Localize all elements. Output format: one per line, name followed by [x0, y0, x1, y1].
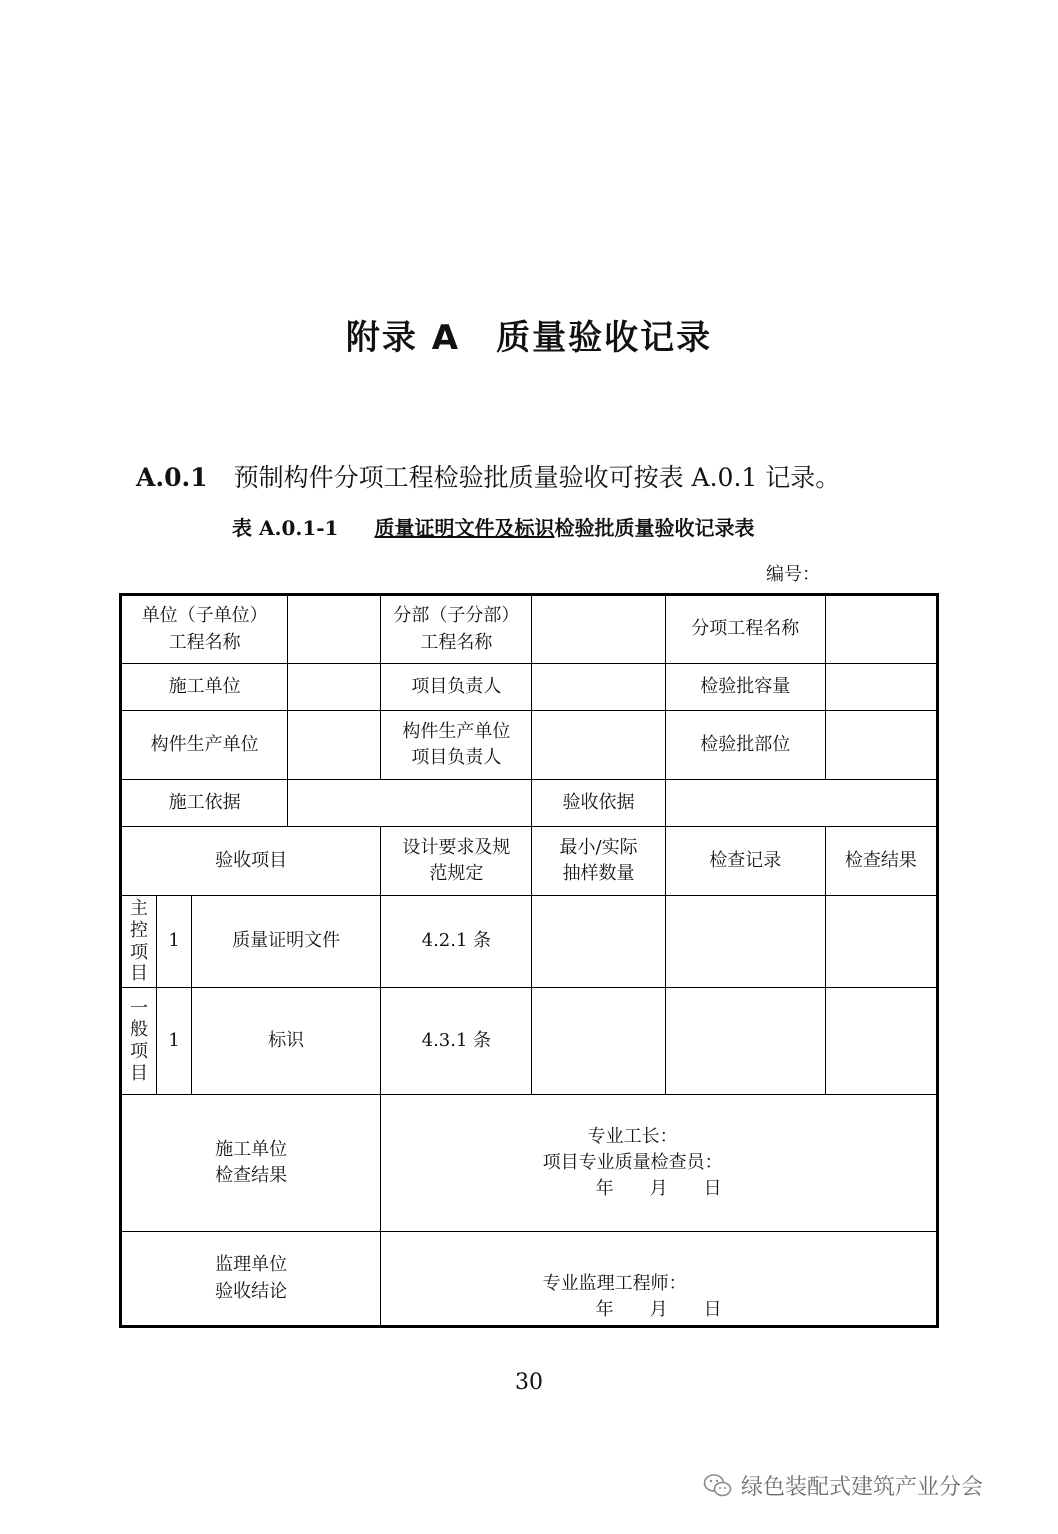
table-row [121, 780, 938, 827]
appendix-title: 附录 A 质量验收记录 [345, 318, 713, 358]
page-number: 30 [515, 1370, 543, 1395]
general-group-label: 一般项目 [121, 988, 157, 1095]
unit-project-label: 单位（子单位） 工程名称 [121, 595, 288, 664]
inspection-result-header: 检查结果 [825, 827, 937, 896]
project-manager-label: 项目负责人 [381, 664, 532, 711]
batch-location-label: 检验批部位 [665, 711, 825, 780]
main-control-group-label: 主控项目 [121, 896, 157, 988]
main-control-record-value[interactable] [665, 896, 825, 988]
component-producer-value[interactable] [288, 711, 381, 780]
table-row [121, 664, 938, 711]
construction-unit-value[interactable] [288, 664, 381, 711]
table-row [121, 711, 938, 780]
general-record-value[interactable] [665, 988, 825, 1095]
table-header-row [121, 827, 938, 896]
table-row [121, 988, 938, 1095]
construction-basis-label: 施工依据 [121, 780, 288, 827]
main-control-clause: 4.2.1 条 [381, 896, 532, 988]
batch-capacity-value[interactable] [825, 664, 937, 711]
sub-item-name-label: 分项工程名称 [665, 595, 825, 664]
clause [136, 458, 840, 494]
design-requirement-header: 设计要求及规 范规定 [381, 827, 532, 896]
acceptance-basis-value[interactable] [665, 780, 937, 827]
batch-location-value[interactable] [825, 711, 937, 780]
general-result-value[interactable] [825, 988, 937, 1095]
sub-item-name-value[interactable] [825, 595, 937, 664]
inspection-record-table [119, 593, 939, 1328]
construction-basis-value[interactable] [288, 780, 532, 827]
supervising-engineer-label: 专业监理工程师： [542, 1272, 687, 1294]
construction-check-signature-area[interactable] [381, 1095, 938, 1232]
acceptance-basis-label: 验收依据 [532, 780, 665, 827]
table-row [121, 595, 938, 664]
supervision-label: 监理单位 验收结论 [121, 1232, 381, 1327]
sub-division-value[interactable] [532, 595, 665, 664]
main-control-result-value[interactable] [825, 896, 937, 988]
construction-check-date: 年 月 日 [595, 1178, 722, 1199]
sub-division-label: 分部（子分部） 工程名称 [381, 595, 532, 664]
general-clause: 4.3.1 条 [381, 988, 532, 1095]
general-sampling-value[interactable] [532, 988, 665, 1095]
clause-number: A.0.1 [136, 463, 208, 492]
quality-inspector-label: 项目专业质量检查员： [542, 1152, 723, 1173]
construction-unit-label: 施工单位 [121, 664, 288, 711]
watermark [703, 1470, 983, 1501]
foreman-label: 专业工长： [587, 1126, 678, 1147]
table-row [121, 1095, 938, 1232]
project-manager-value[interactable] [532, 664, 665, 711]
watermark-text: 绿色装配式建筑产业分会 [741, 1475, 984, 1500]
acceptance-item-header: 验收项目 [121, 827, 381, 896]
table-caption [232, 512, 754, 541]
main-control-sampling-value[interactable] [532, 896, 665, 988]
table-caption-underlined: 质量证明文件及标识 [374, 516, 555, 540]
unit-project-value[interactable] [288, 595, 381, 664]
inspection-record-header: 检查记录 [665, 827, 825, 896]
component-producer-label: 构件生产单位 [121, 711, 288, 780]
table-number: 表 A.0.1-1 [232, 516, 339, 540]
general-item-name: 标识 [192, 988, 381, 1095]
wechat-icon [703, 1473, 733, 1499]
general-item-no: 1 [157, 988, 192, 1095]
main-control-item-name: 质量证明文件 [192, 896, 381, 988]
producer-manager-value[interactable] [532, 711, 665, 780]
table-row [121, 1232, 938, 1327]
sampling-quantity-header: 最小/实际 抽样数量 [532, 827, 665, 896]
table-caption-rest: 检验批质量验收记录表 [554, 516, 755, 540]
clause-text: 预制构件分项工程检验批质量验收可按表 A.0.1 记录。 [233, 463, 841, 492]
supervision-signature-area[interactable] [381, 1232, 938, 1327]
serial-number-label: 编号： [766, 564, 820, 585]
table-row [121, 896, 938, 988]
supervision-date: 年 月 日 [595, 1298, 722, 1320]
producer-manager-label: 构件生产单位 项目负责人 [381, 711, 532, 780]
batch-capacity-label: 检验批容量 [665, 664, 825, 711]
construction-check-label: 施工单位 检查结果 [121, 1095, 381, 1232]
main-control-item-no: 1 [157, 896, 192, 988]
